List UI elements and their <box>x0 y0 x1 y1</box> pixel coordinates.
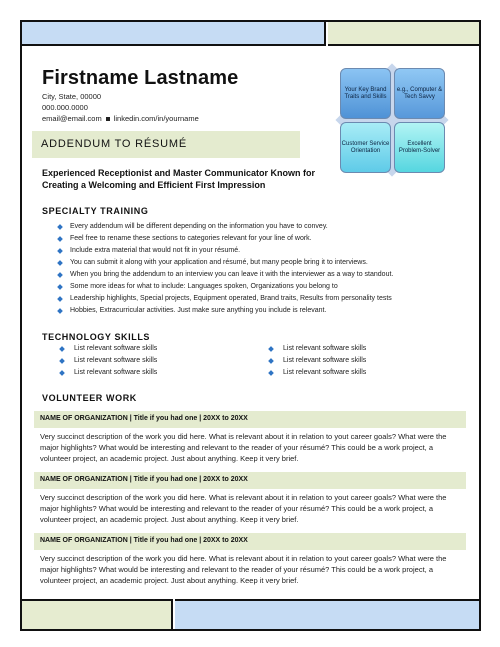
email-linkedin-line <box>42 114 199 123</box>
technology-skills-left-list <box>58 343 157 379</box>
specialty-training-list <box>58 221 478 317</box>
list-item: List relevant software skills <box>58 355 157 367</box>
volunteer-entry-description: Very succinct description of the work you did here. What is relevant about it in relation to yout career goals? What were the major highlights? What would be interesting and relevant to the reader of your résumé? This could be a work project, a volunteer project, an academic project. Just about anything. Keep it very brief. <box>40 432 447 463</box>
bottom-left-color-bar <box>22 599 173 629</box>
list-item: Include extra material that would not fit in your résumé. <box>58 245 478 257</box>
volunteer-entry-heading-bar <box>34 472 466 489</box>
technology-skills-heading: TECHNOLOGY SKILLS <box>42 332 151 342</box>
list-item: Every addendum will be different depending on the information you have to convey. <box>58 221 478 233</box>
list-item: Feel free to rename these sections to categories relevant for your line of work. <box>58 233 478 245</box>
diagram-tile-customer-service: Customer Service Orientation <box>340 122 391 173</box>
list-item: Leadership highlights, Special projects, Equipment operated, Brand traits, Results from personality tests <box>58 293 478 305</box>
volunteer-work-heading: VOLUNTEER WORK <box>42 393 137 403</box>
specialty-training-heading: SPECIALTY TRAINING <box>42 206 149 216</box>
volunteer-entry-heading-bar <box>34 411 466 428</box>
diagram-tile-tech-savvy: e.g., Computer & Tech Savvy <box>394 68 445 119</box>
technology-skills-right-list <box>267 343 366 379</box>
bottom-right-color-bar <box>175 599 479 629</box>
diagram-tile-brand-traits: Your Key Brand Traits and Skills <box>340 68 391 119</box>
volunteer-entry-heading: NAME OF ORGANIZATION | Title if you had one | 20XX to 20XX <box>40 537 248 544</box>
document-title: ADDENDUM TO RÉSUMÉ <box>41 138 188 150</box>
diagram-tile-problem-solver: Excellent Problem-Solver <box>394 122 445 173</box>
list-item: You can submit it along with your application and résumé, but many people bring it to interviews. <box>58 257 478 269</box>
email-link[interactable]: email@email.com <box>42 114 102 123</box>
document-title-banner <box>32 131 300 158</box>
list-item: List relevant software skills <box>58 367 157 379</box>
list-item: List relevant software skills <box>267 343 366 355</box>
applicant-name: Firstname Lastname <box>42 67 239 89</box>
headline: Experienced Receptionist and Master Communicator Known for Creating a Welcoming and Efficient First Impression <box>42 168 316 190</box>
list-item: When you bring the addendum to an interview you can leave it with the interviewer as a way to standout. <box>58 269 478 281</box>
list-item: Some more ideas for what to include: Languages spoken, Organizations you belong to <box>58 281 478 293</box>
volunteer-entry-heading: NAME OF ORGANIZATION | Title if you had one | 20XX to 20XX <box>40 476 248 483</box>
square-separator-icon <box>106 117 110 121</box>
address-line: City, State, 00000 <box>42 92 102 101</box>
list-item: Hobbies, Extracurricular activities. Just make sure anything you include is relevant. <box>58 305 478 317</box>
list-item: List relevant software skills <box>267 355 366 367</box>
phone-line: 000.000.0000 <box>42 103 88 112</box>
volunteer-entry-heading-bar <box>34 533 466 550</box>
top-right-color-bar <box>328 22 479 46</box>
brand-traits-diagram <box>328 56 456 184</box>
volunteer-entry-heading: NAME OF ORGANIZATION | Title if you had one | 20XX to 20XX <box>40 415 248 422</box>
linkedin-link[interactable]: linkedin.com/in/yourname <box>113 114 199 123</box>
list-item: List relevant software skills <box>267 367 366 379</box>
top-left-color-bar <box>22 22 326 46</box>
list-item: List relevant software skills <box>58 343 157 355</box>
volunteer-entry-description: Very succinct description of the work you did here. What is relevant about it in relation to yout career goals? What were the major highlights? What would be interesting and relevant to the reader of your résumé? This could be a work project, a volunteer project, an academic project. Just about anything. Keep it very brief. <box>40 493 447 524</box>
volunteer-entry-description: Very succinct description of the work you did here. What is relevant about it in relation to yout career goals? What were the major highlights? What would be interesting and relevant to the reader of your résumé? This could be a work project, a volunteer project, an academic project. Just about anything. Keep it very brief. <box>40 554 447 585</box>
